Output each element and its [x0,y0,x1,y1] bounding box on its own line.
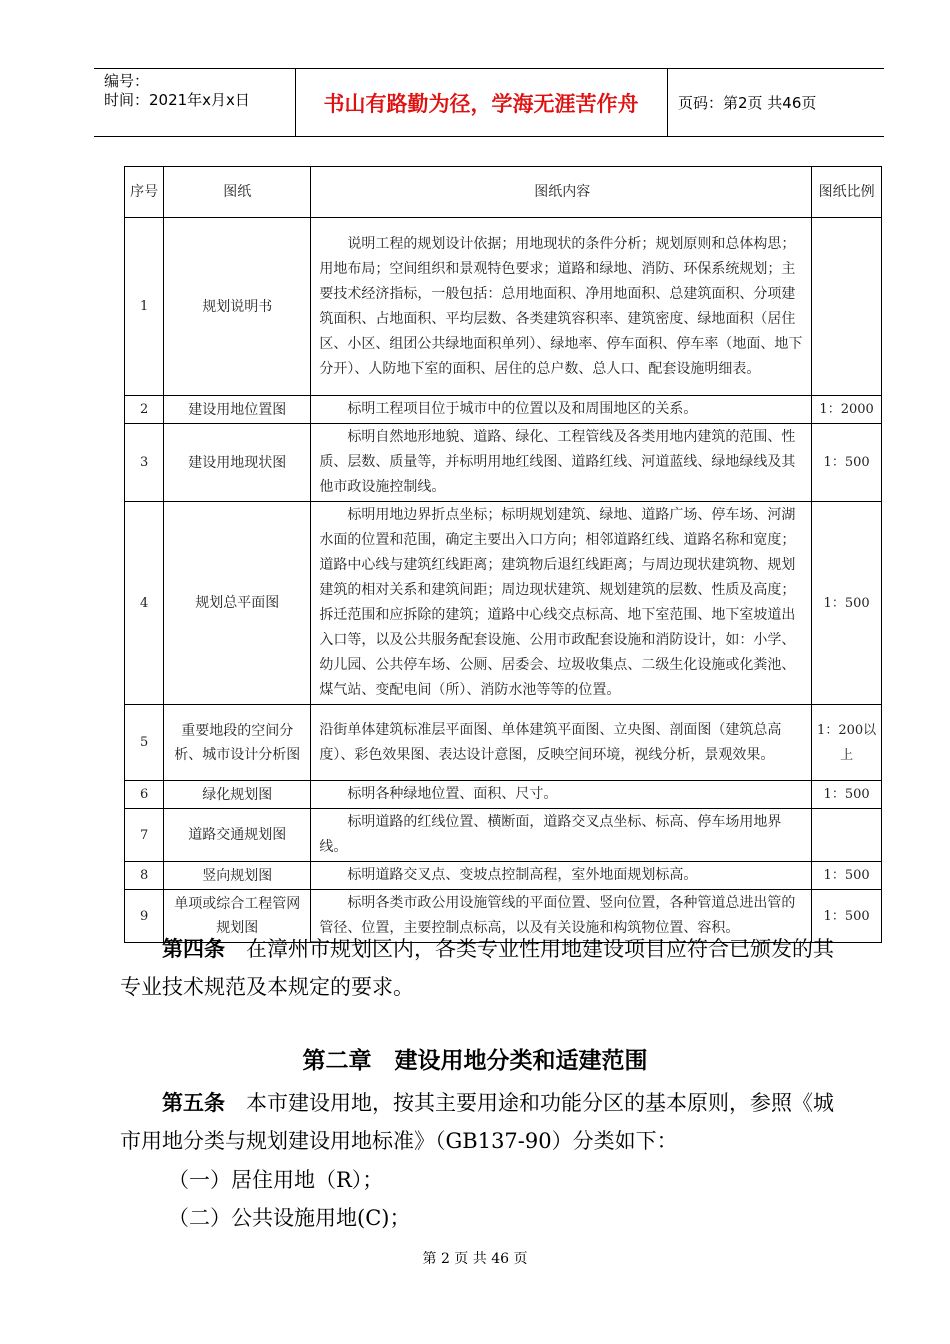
row-no: 8 [125,862,164,890]
table-row [125,862,882,890]
table-row [125,424,882,502]
header-motto: 书山有路勤为径，学海无涯苦作舟 [295,69,668,136]
table-row [125,705,882,781]
row-content: 沿街单体建筑标准层平面图、单体建筑平面图、立央图、剖面图（建筑总高度）、彩色效果图、表达设计意图，反映空间环境，视线分析，景观效果。 [311,705,812,781]
row-content: 标明工程项目位于城市中的位置以及和周围地区的关系。 [311,396,812,424]
page-footer: 第 2 页 共 46 页 [422,1251,528,1267]
row-scale: 1：500 [812,862,882,890]
header-number: 编号： [104,72,150,90]
row-no: 5 [125,705,164,781]
row-drawing: 建设用地现状图 [164,424,311,502]
row-no: 9 [125,890,164,943]
col-header-content: 图纸内容 [311,167,812,218]
row-no: 4 [125,502,164,705]
page-header [94,68,884,137]
row-scale: 1：500 [812,502,882,705]
table-row [125,396,882,424]
row-scale: 1：200以上 [812,705,882,781]
row-no: 7 [125,809,164,862]
row-scale: 1：500 [812,890,882,943]
row-drawing: 道路交通规划图 [164,809,311,862]
row-drawing: 竖向规划图 [164,862,311,890]
row-scale: 1：500 [812,424,882,502]
row-drawing: 建设用地位置图 [164,396,311,424]
row-drawing: 单项或综合工程管网规划图 [164,890,311,943]
row-scale [812,809,882,862]
row-scale [812,218,882,396]
table-row [125,809,882,862]
col-header-scale: 图纸比例 [812,167,882,218]
row-content: 标明各种绿地位置、面积、尺寸。 [311,781,812,809]
row-content: 标明自然地形地貌、道路、绿化、工程管线及各类用地内建筑的范围、性质、层数、质量等，并标明用地红线图、道路红线、河道蓝线、绿地绿线及其他市政设施控制线。 [311,424,812,502]
row-content: 说明工程的规划设计依据；用地现状的条件分析；规划原则和总体构思；用地布局；空间组织和景观特色要求；道路和绿地、消防、环保系统规划；主要技术经济指标，一般包括：总用地面积、净用地面积、总建筑面积、分项建筑面积、占地面积、平均层数、各类建筑容积率、建筑密度、绿地面积（居住区、小区、组团公共绿地面积单列）、绿地率、停车面积、停车率（地面、地下分开）、人防地下室的面积、居住的总户数、总人口、配套设施明细表。 [311,218,812,396]
article-5-text: 本市建设用地，按其主要用途和功能分区的基本原则，参照《城市用地分类与规划建设用地标准》（GB137-90）分类如下： [120,1091,834,1153]
row-scale: 1：2000 [812,396,882,424]
row-no: 1 [125,218,164,396]
row-no: 6 [125,781,164,809]
row-drawing: 规划总平面图 [164,502,311,705]
article-4-text: 在漳州市规划区内，各类专业性用地建设项目应符合已颁发的其专业技术规范及本规定的要求。 [120,937,834,999]
row-drawing: 绿化规划图 [164,781,311,809]
row-scale: 1：500 [812,781,882,809]
row-drawing: 重要地段的空间分析、城市设计分析图 [164,705,311,781]
header-time: 时间：2021年x月x日 [104,91,250,109]
table-header-row [125,167,882,218]
table-row [125,781,882,809]
row-content: 标明用地边界折点坐标；标明规划建筑、绿地、道路广场、停车场、河湖水面的位置和范围，确定主要出入口方向；相邻道路红线、道路名称和宽度；道路中心线与建筑红线距离；建筑物后退红线距离；与周边现状建筑物、规划建筑的相对关系和建筑间距；周边现状建筑、规划建筑的层数、性质及高度；拆迁范围和应拆除的建筑；道路中心线交点标高、地下室范围、地下室坡道出入口等，以及公共服务配套设施、公用市政配套设施和消防设计，如：小学、幼儿园、公共停车场、公厕、居委会、垃圾收集点、二级生化设施或化粪池、煤气站、变配电间（所）、消防水池等等的位置。 [311,502,812,705]
table-row [125,502,882,705]
drawings-table [124,166,882,943]
list-item: （二）公共设施用地(C)； [168,1206,411,1230]
row-no: 2 [125,396,164,424]
article-5 [120,1084,840,1160]
header-meta [94,69,296,136]
col-header-drawing: 图纸 [164,167,311,218]
row-content: 标明道路交叉点、变坡点控制高程，室外地面规划标高。 [311,862,812,890]
article-4 [120,930,840,1006]
col-header-no: 序号 [125,167,164,218]
header-page-number: 页码：第2页 共46页 [678,94,817,112]
chapter-title: 第二章 建设用地分类和适建范围 [302,1048,648,1074]
row-no: 3 [125,424,164,502]
table-row [125,218,882,396]
row-content: 标明各类市政公用设施管线的平面位置、竖向位置，各种管道总进出管的管径、位置，主要控制点标高，以及有关设施和构筑物位置、容积。 [311,890,812,943]
list-item: （一）居住用地（R）； [168,1168,384,1192]
article-5-label: 第五条 [162,1091,225,1115]
row-content: 标明道路的红线位置、横断面，道路交叉点坐标、标高、停车场用地界线。 [311,809,812,862]
article-4-label: 第四条 [162,937,225,961]
row-drawing: 规划说明书 [164,218,311,396]
